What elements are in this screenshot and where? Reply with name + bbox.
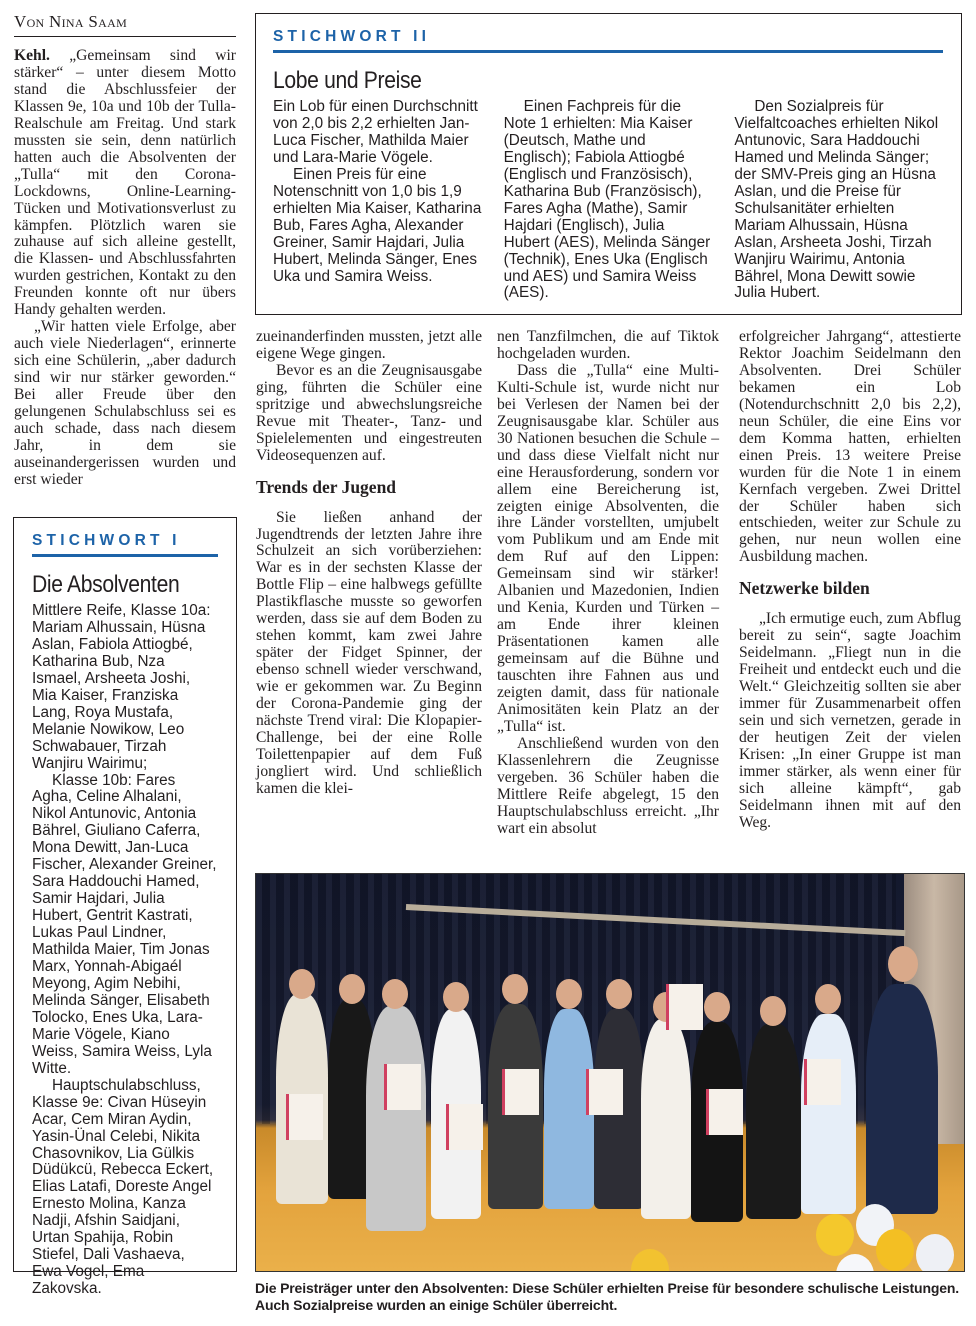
- subheading: Trends der Jugend: [256, 476, 397, 497]
- balloon: [816, 1214, 854, 1256]
- person-head: [443, 982, 469, 1012]
- person-head: [760, 996, 786, 1026]
- certificate: [446, 1104, 483, 1150]
- info-box-stichwort-2: [255, 13, 962, 315]
- article-paragraph: Sie ließen anhand der Jugendtrends der letzten Jahre ihre Schulzeit an sich vorüberziehen: War es in der sechsten Klasse der Bottle Flip – eine halbwegs gefüllte Plastikflasche musste so geworfen werden, dass sie auf dem Boden zu stehen kommt, kam zwei Jahre später der Fidget Spinner, der ebenso schnell wieder verschwand, wie er gekommen war. Zu Beginn der Corona-Pandemie ging der nächste Trend viral: Die Klopapier-Challenge, bei der eine Rolle Toilettenpapier auf dem Fuß jongliert wird. Und schließlich kamen die klei-: [256, 508, 482, 797]
- person-head: [888, 946, 918, 982]
- certificate: [502, 1069, 539, 1115]
- box-column-3: [734, 99, 943, 302]
- box-kicker: STICHWORT II: [273, 28, 943, 53]
- person: [866, 984, 938, 1214]
- box-paragraph: Einen Fachpreis für die Note 1 erhielten: Mia Kaiser (Deutsch, Mathe und Englisch); Fabiola Attiogbé (Englisch und Französisch), Katharina Bub (Französisch), Fares Agha (Mathe), Samir Hajdari (Englisch), Julia Hubert (AES), Melinda Sänger (Technik), Enes Uka (Englisch und AES) und Samira Weiss (AES).: [503, 98, 711, 302]
- box-paragraph: Mittlere Reife, Klasse 10a: Mariam Alhussain, Hüsna Aslan, Fabiola Attiogbé, Katharina Bub, Nza Ismael, Arsheeta Joshi, Mia Kaiser, Franziska Lang, Roya Mustafa, Melanie Nowikow, Leo Schwabauer, Tirzah Wanjiru Wairimu;: [32, 602, 211, 772]
- article-paragraph: Anschließend wurden von den Klassenlehrern die Zeugnisse vergeben. 36 Schüler haben die Mittlere Reife abgelegt, 15 den Hauptschulabschluss erreicht. „Ihr wart ein absolut: [497, 734, 719, 837]
- person-head: [606, 979, 632, 1009]
- person-head: [704, 992, 730, 1022]
- balloon: [916, 1234, 954, 1272]
- box-paragraph: Klasse 10b: Fares Agha, Celine Alhalani, Nikol Antunovic, Antonia Bährel, Giuliano Caferra, Mona Dewitt, Jan-Luca Fischer, Alexander Greiner, Sara Haddouchi Hamed, Samir Hajdari, Julia Hubert, Gentrit Kastrati, Lukas Paul Lindner, Mathilda Maier, Tim Jonas Marx, Yonnah-Abigaél Meyong, Agim Nebihi, Melinda Sänger, Elisabeth Tolocko, Enes Uka, Lara-Marie Vögele, Kiano Weiss, Samira Weiss, Lyla Witte.: [32, 771, 217, 1077]
- certificate: [706, 1089, 743, 1135]
- article-paragraph: Dass die „Tulla“ eine Multi-Kulti-Schule ist, wurde nicht nur bei Verlesen der Namen bei der Zeugnisausgabe klar. Schüler aus 30 Nationen besuchen die Schule – und dass diese Vielfalt nicht nur eine Herausforderung, sondern vor allem eine Bereicherung ist, zeigten einige Absolventen, die ihre Länder vorstellten, umjubelt vom Publikum und am Ende mit dem Ruf auf den Lippen: Gemeinsam sind wir stärker! Albanien und Mazedonien, Indien und Kenia, Kurden und Türken – am Ende ihrer kleinen Präsentationen kamen alle gemeinsam auf die Bühne und tauschten ihre Fahnen aus und zeigten damit, dass für nationale Animositäten kein Platz an der „Tulla“ ist.: [497, 361, 719, 735]
- person-head: [815, 984, 841, 1014]
- article-paragraph: Bevor es an die Zeugnisausgabe ging, führten die Schüler eine spritzige und abwechslungsreiche Revue mit Theater-, Tanz- und Spielelementen und eingestreuten Videosequenzen auf.: [256, 361, 482, 464]
- box-headline: Die Absolventen: [32, 571, 180, 598]
- box-kicker: STICHWORT I: [32, 532, 218, 557]
- box-column-1: [273, 99, 482, 302]
- person-head: [289, 969, 315, 999]
- person: [801, 1014, 856, 1214]
- group-photo: [255, 873, 965, 1272]
- article-paragraph: „Ich ermutige euch, zum Abflug bereit zu sein“, sagte Joachim Seidelmann. „Fliegt nun in die Freiheit und entdeckt euch und die Welt.“ Gleichzeitig sollten sie aber immer für Zusammenarbeit offen sein und sich vernetzen, gerade in der heutigen Zeit der vielen Krisen: „In einer Gruppe ist man immer stärker, als wenn einer für sich alleine kämpft“, gab Seidelmann ihnen mit auf den Weg.: [739, 610, 961, 831]
- person-head: [502, 974, 528, 1004]
- person: [366, 1006, 426, 1231]
- balloon: [876, 1229, 914, 1271]
- box-paragraph: Hauptschulabschluss, Klasse 9e: Civan Hüseyin Acar, Cem Miran Aydin, Yasin-Ünal Celebi, Nikita Chasovnikov, Lia Gülkis Düdükcü, Rebecca Eckert, Elias Latafi, Doreste Angel Ernesto Molina, Kanza Nadji, Afshin Saidjani, Urtan Spahija, Robin Stiefel, Dali Vashaeva, Ewa Vogel, Ema Zakovska.: [32, 1076, 214, 1298]
- photo-caption: Die Preisträger unter den Absolventen: Diese Schüler erhielten Preise für besondere schulische Leistungen. Auch Sozialpreise wurden an einige Schüler überreicht.: [255, 1280, 960, 1313]
- dateline: Kehl.: [14, 47, 50, 64]
- byline: Von Nina Saam: [14, 12, 236, 37]
- article-paragraph: erfolgreicher Jahrgang“, attestierte Rektor Joachim Seidelmann den Absolventen. Drei Schüler bekamen ein Lob (Notendurchschnitt 2,0 bis 2,2), neun Schüler, die eine Eins vor dem Komma hatten, erhielten einen Preis. 13 weitere Preise wurden für die Note 1 in einem Kernfach vergeben. Zwei Drittel der Schüler haben sich entschieden, weiter zur Schule zu gehen, nur neun wollen eine Ausbildung machen.: [739, 328, 961, 566]
- box-paragraph: Den Sozialpreis für Vielfaltcoaches erhielten Nikol Antunovic, Sara Haddouchi Hamed und Melinda Sänger; der SMV-Preis ging an Hüsna Aslan, und die Preise für Schulsanitäter erhielten Mariam Alhussain, Hüsna Aslan, Arsheeta Joshi, Tirzah Wanjiru Wairimu, Antonia Bährel, Mona Dewitt sowie Julia Hubert.: [734, 98, 939, 302]
- article-paragraph: Kehl. „Gemeinsam sind wir stärker“ – unter diesem Motto stand die Abschlussfeier der Klassen 9e, 10a und 10b der Tulla-Realschule am Freitag. Und stark mussten sie sein, denn natürlich hatten auch die Absolventen der „Tulla“ mit den Corona-Lockdowns, Online-Learning-Tücken und Motivationsverlust zu kämpfen. Plötzlich waren sie zuhause auf sich alleine gestellt, die Klassen- und Abschlussfahrten wurden gestrichen, Kontakt zu den Freunden konnte oft nur übers Handy gehalten werden.: [14, 47, 236, 319]
- subheading: Netzwerke bilden: [739, 578, 870, 599]
- info-box-stichwort-1: [13, 517, 237, 1298]
- certificate: [384, 1064, 421, 1110]
- person-head: [382, 979, 408, 1009]
- article-column-3: [497, 329, 719, 838]
- certificate: [804, 1059, 841, 1105]
- person: [746, 1024, 801, 1219]
- article-column-4: [739, 329, 961, 832]
- person-head: [556, 979, 582, 1009]
- article-paragraph: nen Tanzfilmchen, die auf Tiktok hochgeladen wurden.: [497, 328, 719, 362]
- article-paragraph: zueinanderfinden mussten, jetzt alle eigene Wege gingen.: [256, 328, 482, 362]
- article-column-1: [14, 48, 236, 489]
- box-paragraph: Einen Preis für eine Notenschnitt von 1,0 bis 1,9 erhielten Mia Kaiser, Katharina Bub, Fares Agha, Alexander Greiner, Samir Hajdari, Julia Hubert, Melinda Sänger, Enes Uka und Samira Weiss.: [273, 165, 482, 285]
- balloon: [836, 1254, 874, 1272]
- box-paragraph: Ein Lob für einen Durchschnitt von 2,0 bis 2,2 erhielten Jan-Luca Fischer, Mathilda Maier und Lara-Marie Vögele.: [273, 98, 478, 166]
- box-column-2: [504, 99, 713, 302]
- certificate: [666, 984, 703, 1030]
- box-headline: Lobe und Preise: [273, 67, 422, 94]
- certificate: [286, 1094, 323, 1140]
- balloon: [631, 1249, 669, 1272]
- article-paragraph: „Wir hatten viele Erfolge, aber auch viele Niederlagen“, erinnerte sich eine Schülerin, „aber dadurch sind wir nur stärker geworden.“ Bei aller Freude über den gelungenen Schulabschluss sei es auch schade, dass nach diesem Jahr, in dem sie auseinandergerissen wurden und erst wieder: [14, 318, 236, 488]
- article-column-2: [256, 329, 482, 798]
- person-head: [339, 974, 365, 1004]
- person: [641, 1019, 691, 1219]
- certificate: [586, 1069, 623, 1115]
